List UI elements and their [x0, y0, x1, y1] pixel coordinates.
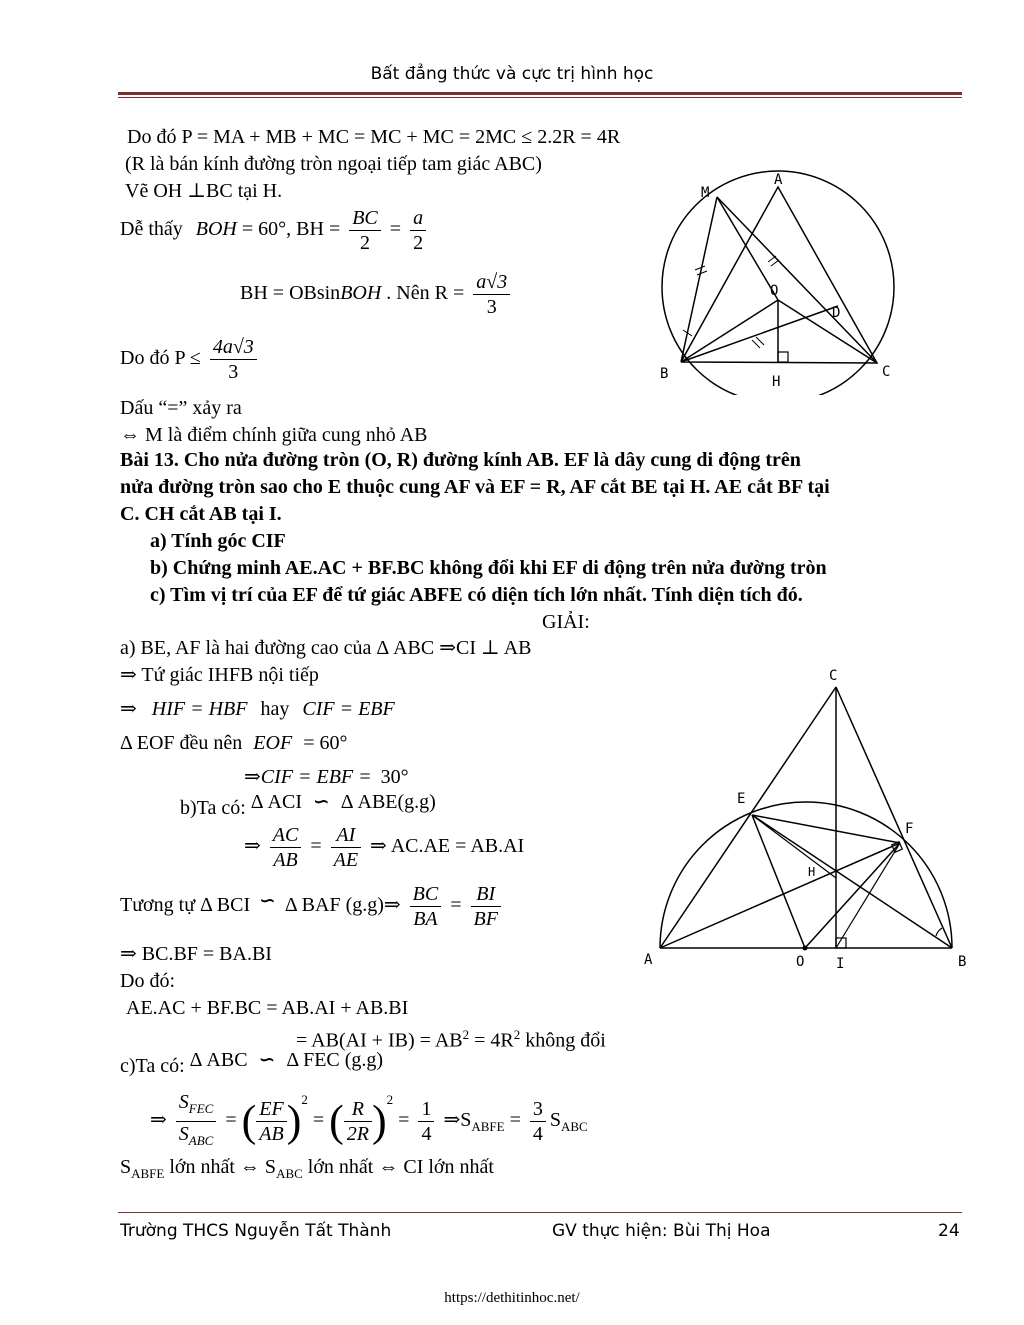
- circle-triangle-figure: [655, 165, 915, 395]
- svg-text:A: A: [774, 172, 783, 188]
- formula-line: = $AB(AI + IB) = AB^2 = 4R^2$ không đổi: [296, 1027, 606, 1052]
- svg-text:C: C: [829, 668, 838, 684]
- svg-text:C: C: [882, 364, 891, 380]
- footer-url: https://dethitinhoc.net/: [444, 1290, 580, 1306]
- svg-text:A: A: [644, 952, 653, 968]
- question-a: a) Tính góc CIF: [150, 530, 286, 552]
- text-line: ⇔ M là điểm chính giữa cung nhỏ AB: [120, 424, 428, 446]
- formula-line: c)Ta có: Δ ABC ∽ Δ FEC (g.g): [120, 1049, 384, 1077]
- formula-line-r: BH = OBsinBOH . Nên R = $\frac{a√3}{3}$: [240, 270, 514, 319]
- formula-line: ⇒CIF = EBF = 30°: [244, 766, 409, 788]
- svg-text:H: H: [772, 374, 781, 390]
- fraction: $\frac{a}{2}$: [410, 206, 426, 255]
- svg-text:F: F: [905, 821, 914, 837]
- svg-text:B: B: [660, 366, 669, 382]
- svg-text:B: B: [958, 954, 967, 970]
- fraction: $\frac{a√3}{3}$: [473, 270, 510, 319]
- fraction: $\frac{BC}{2}$: [349, 206, 381, 255]
- header-rule-thin: [118, 97, 962, 98]
- problem-13-line: nửa đường tròn sao cho E thuộc cung AF và EF = R, AF cắt BE tại H. AE cắt BF tại: [120, 476, 830, 498]
- formula-line-area-ratio: ⇒ $\frac{S_{FEC}}{S_{ABC}}$ = ( $\frac{EF}{AB}$ )$^2$ = ( $\frac{R}{2R}$ )$^2$ = $\frac{1}{4}$ $\Rightarrow S_{ABFE}$ = $\frac{3}{4}$ $S_{ABC}$: [150, 1090, 588, 1148]
- footer-school: Trường THCS Nguyễn Tất Thành: [120, 1221, 392, 1241]
- header-rule: [118, 92, 962, 95]
- formula-line: ⇒ $\frac{AC}{AB}$ = $\frac{AI}{AE}$ ⇒ AC.AE = AB.AI: [244, 824, 525, 871]
- svg-text:M: M: [701, 185, 710, 201]
- formula-line-p: Do đó P ≤ $\frac{4a√3}{3}$: [120, 335, 261, 384]
- text-line: ⇒ Tứ giác IHFB nội tiếp: [120, 664, 319, 686]
- text-line: a) BE, AF là hai đường cao của Δ ABC ⇒CI ⊥ AB: [120, 637, 532, 659]
- svg-text:E: E: [737, 791, 746, 807]
- fraction: $\frac{4a√3}{3}$: [210, 335, 257, 384]
- problem-13-line: Bài 13. Cho nửa đường tròn (O, R) đường kính AB. EF là dây cung di động trên: [120, 449, 801, 471]
- svg-text:H: H: [808, 865, 816, 879]
- question-c: c) Tìm vị trí của EF để tứ giác ABFE có diện tích lớn nhất. Tính diện tích đó.: [150, 584, 803, 606]
- formula-line: ⇒ HIF = HBF hay CIF = EBF: [120, 698, 395, 720]
- text-line: Do đó:: [120, 970, 175, 992]
- solution-heading: GIẢI:: [542, 611, 590, 633]
- footer-rule: [118, 1212, 962, 1213]
- text-line: Do đó P = MA + MB + MC = MC + MC = 2MC ≤ 2.2R = 4R: [127, 126, 621, 148]
- formula-line: Tương tự Δ BCI ∽ Δ BAF (g.g)⇒ $\frac{BC}{BA}$ = $\frac{BI}{BF}$: [120, 882, 505, 931]
- svg-text:I: I: [836, 956, 845, 970]
- text-line: ⇒ BC.BF = BA.BI: [120, 943, 272, 965]
- footer-teacher: GV thực hiện: Bùi Thị Hoa: [552, 1221, 771, 1241]
- svg-text:O: O: [770, 283, 779, 299]
- problem-13-line: C. CH cắt AB tại I.: [120, 503, 282, 525]
- semicircle-figure: [640, 660, 980, 970]
- text-line: AE.AC + BF.BC = AB.AI + AB.BI: [126, 997, 409, 1019]
- svg-text:D: D: [832, 305, 841, 321]
- text-line: Dấu “=” xảy ra: [120, 397, 242, 419]
- text-line: $S_{ABFE}$ lớn nhất ⇔ $S_{ABC}$ lớn nhất ⇔ CI lớn nhất: [120, 1156, 494, 1181]
- formula-line: b)Ta có: Δ ACI ∽ Δ ABE(g.g): [180, 791, 436, 819]
- text-line: (R là bán kính đường tròn ngoại tiếp tam giác ABC): [125, 153, 542, 175]
- text-line: Vẽ OH ⊥BC tại H.: [125, 180, 283, 202]
- formula-line-bh: Dễ thấy BOH = 60°, BH = $\frac{BC}{2}$ = $\frac{a}{2}$: [120, 206, 430, 255]
- page-header-title: Bất đẳng thức và cực trị hình học: [370, 64, 654, 84]
- footer-page-number: 24: [938, 1221, 960, 1241]
- formula-line: Δ EOF đều nên EOF = 60°: [120, 732, 348, 754]
- svg-text:O: O: [796, 954, 805, 970]
- question-b: b) Chứng minh AE.AC + BF.BC không đổi khi EF di động trên nửa đường tròn: [150, 557, 827, 579]
